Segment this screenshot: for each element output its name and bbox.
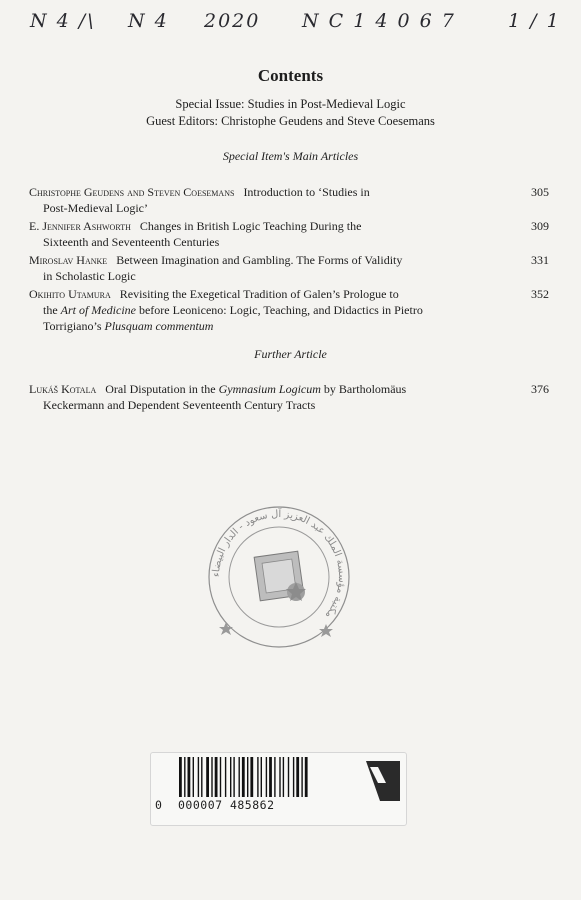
stamp-star-icon xyxy=(319,624,333,637)
toc-title-text: the xyxy=(43,303,61,317)
toc-author: Lukáš Kotala xyxy=(29,382,97,396)
toc-entry xyxy=(29,381,549,413)
toc-entry-line xyxy=(29,184,501,200)
barcode-bar xyxy=(250,757,253,797)
toc-entry-continuation xyxy=(29,397,501,413)
barcode-bar xyxy=(283,757,284,797)
toc-author: Miroslav Hanke xyxy=(29,253,108,267)
section-heading-main: Special Item's Main Articles xyxy=(222,149,359,163)
barcode-bar xyxy=(293,757,294,797)
toc-title-text: before Leoniceno: Logic, Teaching, and Didactics in Pietro xyxy=(135,303,423,317)
toc-page-number: 309 xyxy=(531,219,549,233)
toc-page-number: 376 xyxy=(531,382,549,396)
editors-line: Guest Editors: Christophe Geudens and Steve Coesemans xyxy=(146,114,435,128)
toc-list-further xyxy=(29,381,549,415)
page-title: Contents xyxy=(257,66,324,85)
barcode-bar xyxy=(193,757,194,797)
toc-title-text: Plusquam commentum xyxy=(104,319,214,333)
barcode-corner-mark xyxy=(366,761,400,801)
toc-title-text: Oral Disputation in the xyxy=(105,382,219,396)
toc-entry xyxy=(29,184,549,216)
toc-entry-continuation xyxy=(29,318,501,334)
barcode-bar xyxy=(269,757,272,797)
barcode-bar xyxy=(257,757,258,797)
toc-entry-line xyxy=(29,252,501,268)
handwritten-note-part: N 4 /\ xyxy=(30,10,96,32)
barcode-label xyxy=(150,752,407,826)
barcode-number: 000007 485862 xyxy=(178,798,275,812)
stamp-lettering: مكتبة مؤسسة الملك عبد العزيز آل سعود - الدار البيضاء xyxy=(210,508,348,621)
toc-title-text: Post-Medieval Logic’ xyxy=(43,201,148,215)
toc-list-main xyxy=(29,184,549,336)
toc-title-text: Revisiting the Exegetical Tradition of Galen’s Prologue to xyxy=(119,287,399,301)
toc-title-text: Between Imagination and Gambling. The Forms of Validity xyxy=(116,253,403,267)
barcode-bar xyxy=(188,757,191,797)
toc-title-text: Keckermann and Dependent Seventeenth Century Tracts xyxy=(43,398,316,412)
barcode-bar xyxy=(233,757,234,797)
toc-author: E. Jennifer Ashworth xyxy=(29,219,131,233)
toc-entry xyxy=(29,252,549,284)
barcode-bar xyxy=(301,757,302,797)
toc-entry-line xyxy=(29,286,501,302)
toc-entry-line xyxy=(29,381,501,397)
barcode-bar xyxy=(239,757,240,797)
toc-title-text: Introduction to ‘Studies in xyxy=(243,185,370,199)
barcode-bar xyxy=(198,757,199,797)
handwritten-note xyxy=(0,6,581,34)
toc-title-text: Torrigiano’s xyxy=(43,319,105,333)
barcode-bar xyxy=(296,757,299,797)
barcode-bar xyxy=(184,757,185,797)
barcode-bar xyxy=(305,757,308,797)
barcode-bar xyxy=(201,757,202,797)
barcode-bar xyxy=(230,757,231,797)
barcode-bar xyxy=(211,757,212,797)
issue-line: Special Issue: Studies in Post-Medieval Logic xyxy=(175,97,406,111)
toc-title-text: Sixteenth and Seventeenth Centuries xyxy=(43,235,220,249)
handwritten-note-part: N 4 xyxy=(128,10,169,32)
barcode-bar xyxy=(215,757,218,797)
barcode-bar xyxy=(220,757,221,797)
barcode-bar xyxy=(242,757,245,797)
barcode-bar xyxy=(206,757,209,797)
barcode-bar xyxy=(266,757,267,797)
toc-title-text: Gymnasium Logicum xyxy=(218,382,321,396)
toc-author: Christophe Geudens and Steven Coesemans xyxy=(29,185,235,199)
stamp-star-icon xyxy=(219,622,233,635)
toc-page-number: 352 xyxy=(531,287,549,301)
barcode-number-left: 0 xyxy=(155,798,163,812)
toc-entry-continuation xyxy=(29,268,501,284)
handwritten-note-part: 1 / 1 xyxy=(508,10,561,32)
barcode-bar xyxy=(247,757,248,797)
toc-title-text: by Bartholomäus xyxy=(320,382,407,396)
barcode-bar xyxy=(179,757,182,797)
toc-author: Okihito Utamura xyxy=(29,287,111,301)
toc-page-number: 305 xyxy=(531,185,549,199)
barcode-bar xyxy=(288,757,289,797)
toc-entry xyxy=(29,218,549,250)
toc-entry xyxy=(29,286,549,334)
barcode-bar xyxy=(261,757,262,797)
barcode-bars xyxy=(175,757,375,799)
toc-entry-continuation xyxy=(29,200,501,216)
barcode-bar xyxy=(274,757,275,797)
toc-entry-continuation xyxy=(29,302,501,318)
barcode-bar xyxy=(225,757,226,797)
handwritten-note-part: N C 1 4 0 6 7 xyxy=(302,10,456,32)
issue-info xyxy=(0,96,581,130)
toc-entry-continuation xyxy=(29,234,501,250)
barcode-bar xyxy=(279,757,280,797)
toc-title-text: Changes in British Logic Teaching During the xyxy=(139,219,362,233)
toc-page-number: 331 xyxy=(531,253,549,267)
handwritten-note-part: 2020 xyxy=(204,10,261,32)
section-heading-further: Further Article xyxy=(254,347,327,361)
toc-title-text: Art of Medicine xyxy=(60,303,136,317)
library-stamp xyxy=(204,502,354,652)
stamp-emblem xyxy=(254,551,306,601)
toc-entry-line xyxy=(29,218,501,234)
toc-title-text: in Scholastic Logic xyxy=(43,269,136,283)
